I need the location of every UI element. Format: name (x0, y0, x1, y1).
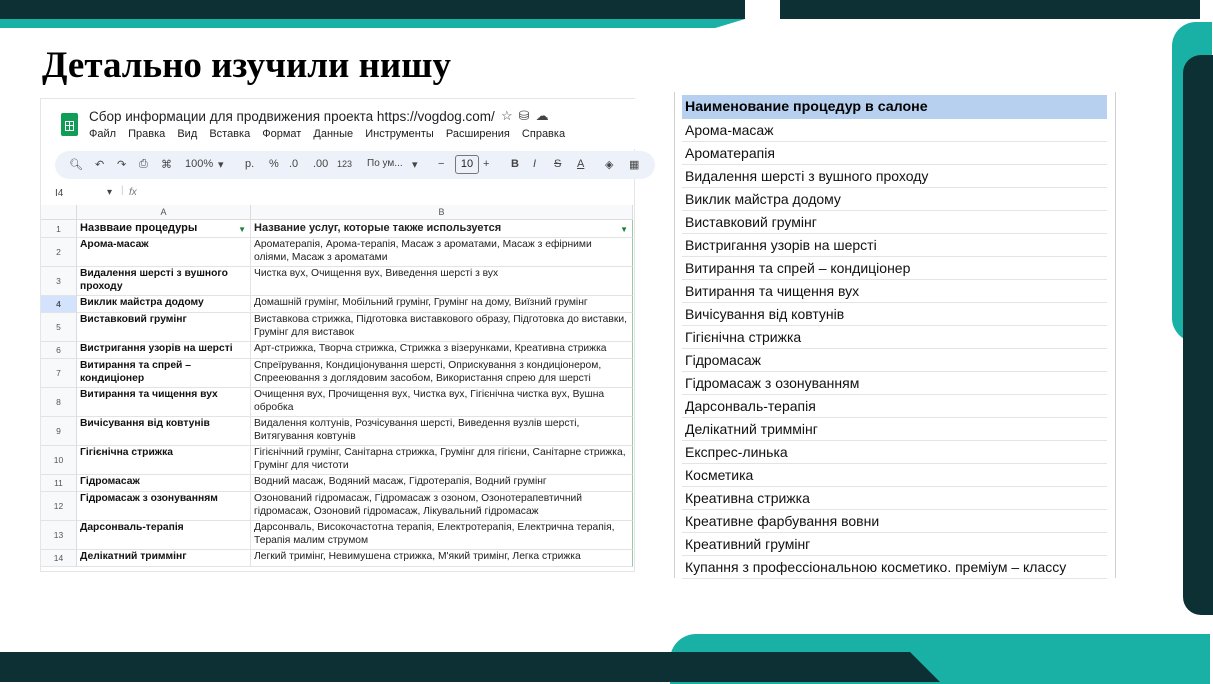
corner-cell[interactable] (41, 205, 77, 220)
cell-a[interactable]: Витирання та чищення вух (77, 388, 251, 417)
fx-icon: fx (129, 187, 137, 198)
procedure-list-header: Наименование процедур в салоне (682, 95, 1107, 119)
bold-icon[interactable]: B (511, 158, 519, 170)
cell-reference[interactable]: I4 (55, 188, 64, 199)
top-right-dark-band (780, 0, 1200, 19)
cell-b[interactable]: Ароматерапія, Арома-терапія, Масаж з ароматами, Масаж з ефірними оліями, Масаж з ароматами (251, 238, 633, 267)
formula-bar (41, 183, 636, 203)
cell-b[interactable]: Спреїрування, Кондиціонування шерсті, Оприскування з кондиціонером, Спрееювання з доглядовим засобом, Використання спрею для шерсті (251, 359, 633, 388)
cell-a[interactable]: Арома-масаж (77, 238, 251, 267)
header-procedure: Назвваие процедуры (80, 222, 198, 234)
header-services: Название услуг, которые также используется (254, 222, 502, 234)
list-item: Креативне фарбування вовни (682, 510, 1107, 533)
cell-b[interactable]: Гігієнічний грумінг, Санітарна стрижка, Грумінг для гігієни, Санітарне стрижка, Грумінг для чистоти (251, 446, 633, 475)
zoom-select[interactable]: 100% (185, 158, 214, 170)
menu-insert[interactable]: Вставка (209, 128, 251, 140)
chevron-down-icon[interactable]: ▾ (218, 159, 224, 171)
cell-a[interactable]: Гідромасаж з озонуванням (77, 492, 251, 521)
cloud-status-icon[interactable]: ☁ (535, 108, 555, 123)
slide-title: Детально изучили нишу (42, 45, 451, 86)
text-color-icon[interactable]: A (577, 158, 585, 170)
row-number[interactable]: 1 (41, 220, 77, 238)
borders-icon[interactable]: ▦ (629, 159, 640, 171)
font-size-decrease-button[interactable]: − (438, 158, 445, 170)
sheet-toolbar (55, 151, 655, 179)
table-row (41, 342, 636, 359)
row-number[interactable]: 9 (41, 417, 77, 446)
list-item: Вистригання узорів на шерсті (682, 234, 1107, 257)
table-row (41, 492, 636, 521)
cell-a[interactable]: Витирання та спрей – кондиціонер (77, 359, 251, 388)
menu-file[interactable]: Файл (89, 128, 117, 140)
list-item: Виклик майстра додому (682, 188, 1107, 211)
fill-color-icon[interactable]: ◈ (605, 159, 614, 171)
list-item: Гідромасаж з озонуванням (682, 372, 1107, 395)
cell-b[interactable] (251, 220, 633, 238)
list-item: Вичісування від ковтунів (682, 303, 1107, 326)
list-item: Косметика (682, 464, 1107, 487)
star-icon[interactable]: ☆ (501, 108, 519, 123)
row-number[interactable]: 12 (41, 492, 77, 521)
cell-b[interactable]: Арт-стрижка, Творча стрижка, Стрижка з візерунками, Креативна стрижка (251, 342, 633, 359)
row-number[interactable]: 11 (41, 475, 77, 492)
top-teal-band (0, 19, 745, 28)
right-dark-band (1183, 55, 1213, 615)
font-select[interactable]: По ум... (367, 158, 403, 169)
table-row (41, 388, 636, 417)
bottom-dark-band (0, 652, 940, 682)
italic-icon[interactable]: I (533, 158, 537, 170)
row-number[interactable]: 10 (41, 446, 77, 475)
cell-a[interactable]: Видалення шерсті з вушного проходу (77, 267, 251, 296)
menu-bar (89, 128, 574, 140)
row-number[interactable]: 13 (41, 521, 77, 550)
list-item: Купання з профессіональною косметико. преміум – классу (682, 556, 1107, 579)
column-header-a[interactable]: A (77, 205, 251, 220)
decrease-decimal-button[interactable]: .0 (289, 158, 299, 170)
list-item: Витирання та спрей – кондиціонер (682, 257, 1107, 280)
table-row (41, 267, 636, 296)
cell-b[interactable]: Озонований гідромасаж, Гідромасаж з озоном, Озонотерапевтичний гідромасаж, Озоновий гідромасаж, Лікувальний гідромасаж (251, 492, 633, 521)
list-item: Експрес-линька (682, 441, 1107, 464)
number-format-button[interactable]: 123 (337, 159, 353, 169)
font-size-increase-button[interactable]: + (483, 158, 490, 170)
menu-tools[interactable]: Инструменты (365, 128, 434, 140)
print-icon[interactable]: ⎙ (139, 158, 148, 170)
sheets-logo-icon[interactable] (61, 113, 78, 136)
menu-extensions[interactable]: Расширения (445, 128, 510, 140)
cell-a[interactable]: Вистригання узорів на шерсті (77, 342, 251, 359)
table-row (41, 446, 636, 475)
undo-icon[interactable]: ↶ (95, 159, 105, 171)
table-row (41, 238, 636, 267)
list-item: Виставковий грумінг (682, 211, 1107, 234)
list-item: Арома-масаж (682, 119, 1107, 142)
table-row (41, 417, 636, 446)
list-item: Ароматерапія (682, 142, 1107, 165)
search-icon[interactable]: 🔍︎ (69, 159, 83, 171)
cell-a[interactable]: Делікатний триммінг (77, 550, 251, 567)
column-header-b[interactable]: B (251, 205, 633, 220)
cell-a[interactable]: Гідромасаж (77, 475, 251, 492)
procedure-list (674, 92, 1116, 578)
list-item: Делікатний триммінг (682, 418, 1107, 441)
list-item: Гідромасаж (682, 349, 1107, 372)
increase-decimal-button[interactable]: .00 (313, 158, 329, 170)
redo-icon[interactable]: ↷ (117, 159, 127, 171)
list-item: Креативна стрижка (682, 487, 1107, 510)
font-chevron-icon[interactable]: ▾ (412, 159, 418, 171)
menu-view[interactable]: Вид (177, 128, 198, 140)
font-size-input[interactable]: 10 (455, 155, 479, 174)
cell-b[interactable]: Чистка вух, Очищення вух, Виведення шерсті з вух (251, 267, 633, 296)
cell-b[interactable]: Очищення вух, Прочищення вух, Чистка вух, Гігієнічна чистка вух, Вушна обробка (251, 388, 633, 417)
row-number[interactable]: 6 (41, 342, 77, 359)
drive-move-icon[interactable]: ⛁ (518, 108, 536, 123)
cell-a[interactable]: Виклик майстра додому (77, 296, 251, 313)
document-title[interactable]: Сбор информации для продвижения проекта https://vogdog.com/ (89, 109, 495, 124)
table-row (41, 550, 636, 567)
list-item: Креативний грумінг (682, 533, 1107, 556)
list-item: Гігієнічна стрижка (682, 326, 1107, 349)
row-number[interactable]: 14 (41, 550, 77, 567)
cell-b[interactable]: Водний масаж, Водяний масаж, Гідротерапія, Водний грумінг (251, 475, 633, 492)
sheet-titlebar (41, 99, 636, 149)
paint-format-icon[interactable]: ⌘ (161, 159, 172, 171)
sheet-grid (41, 205, 636, 573)
strikethrough-icon[interactable]: S (554, 158, 562, 170)
cell-b[interactable]: Домашній грумінг, Мобільний грумінг, Грумінг на дому, Виїзний грумінг (251, 296, 633, 313)
formula-divider: | (121, 185, 124, 196)
percent-format-button[interactable]: % (269, 158, 279, 170)
table-row (41, 220, 636, 238)
list-item: Дарсонваль-терапія (682, 395, 1107, 418)
cell-a[interactable]: Гігієнічна стрижка (77, 446, 251, 475)
name-box-chevron-icon[interactable]: ▾ (107, 187, 113, 198)
cell-a[interactable]: Виставковий грумінг (77, 313, 251, 342)
list-item: Витирання та чищення вух (682, 280, 1107, 303)
cell-b[interactable]: Виставкова стрижка, Підготовка виставкового образу, Підготовка до виставки, Грумінг для виставок (251, 313, 633, 342)
cell-b[interactable]: Легкий тримінг, Невимушена стрижка, М'який тримінг, Легка стрижка (251, 550, 633, 567)
row-number[interactable]: 3 (41, 267, 77, 296)
cell-b[interactable]: Видалення колтунів, Розчісування шерсті, Виведення вузлів шерсті, Витягування ковтунів (251, 417, 633, 446)
title-actions (501, 108, 555, 124)
menu-edit[interactable]: Правка (128, 128, 166, 140)
list-item: Видалення шерсті з вушного проходу (682, 165, 1107, 188)
table-row (41, 296, 636, 313)
filter-icon[interactable]: ▼ (620, 225, 628, 234)
menu-help[interactable]: Справка (521, 128, 566, 140)
row-number[interactable]: 8 (41, 388, 77, 417)
currency-format-button[interactable]: р. (245, 158, 255, 170)
top-dark-band (0, 0, 745, 19)
table-row (41, 313, 636, 342)
filter-icon[interactable]: ▼ (238, 225, 246, 234)
menu-format[interactable]: Формат (262, 128, 302, 140)
row-number[interactable]: 7 (41, 359, 77, 388)
table-row (41, 521, 636, 550)
row-number[interactable]: 4 (41, 296, 77, 313)
row-number[interactable]: 2 (41, 238, 77, 267)
cell-b[interactable]: Дарсонваль, Високочастотна терапія, Електротерапія, Електрична терапія, Терапія малим струмом (251, 521, 633, 550)
cell-a[interactable] (77, 220, 251, 238)
table-row (41, 475, 636, 492)
cell-a[interactable]: Дарсонваль-терапія (77, 521, 251, 550)
table-row (41, 359, 636, 388)
spreadsheet-window (40, 98, 640, 572)
cell-a[interactable]: Вичісування від ковтунів (77, 417, 251, 446)
row-number[interactable]: 5 (41, 313, 77, 342)
menu-data[interactable]: Данные (313, 128, 354, 140)
